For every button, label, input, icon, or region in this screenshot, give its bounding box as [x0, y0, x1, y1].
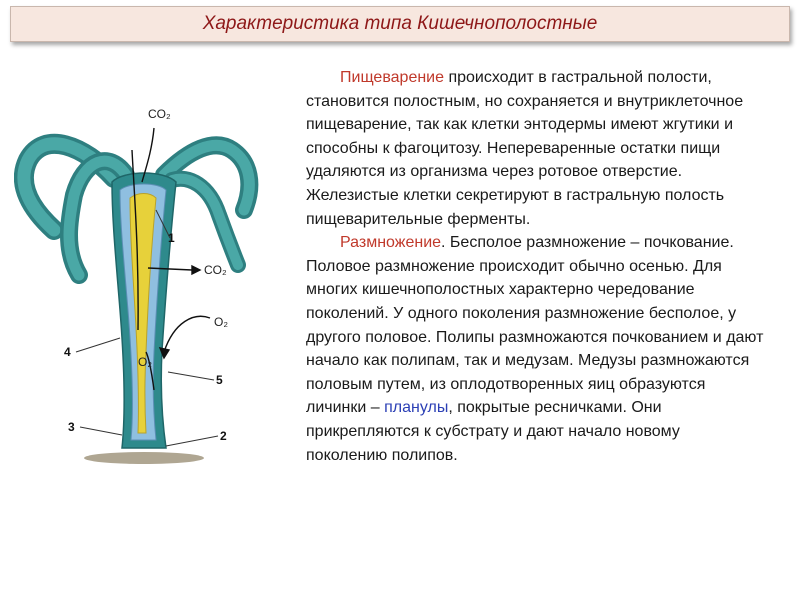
label-o2-inner: O₂: [138, 355, 152, 369]
hydra-diagram: [14, 90, 304, 480]
term-planula: планулы: [384, 399, 449, 417]
term-reproduction: Размножение: [340, 234, 442, 252]
paragraph-digestion: [306, 66, 764, 231]
digestion-text: происходит в гастральной полости, становится полостным, но сохраняется и внутриклеточное пищеварение, так как клетки энтодермы имеют жгутики и способны к фагоцитозу. Непереваренные остатки пищи удаляются из организма через ротовое отверстие. Железистые клетки секретируют в гастральную полость пищеварительные ферменты.: [306, 69, 744, 228]
label-num-5: 5: [216, 373, 223, 387]
label-num-3: 3: [68, 420, 75, 434]
paragraph-reproduction: [306, 231, 764, 467]
description-text: [306, 66, 764, 467]
title-banner: [10, 6, 790, 42]
label-num-4: 4: [64, 345, 71, 359]
label-num-2: 2: [220, 429, 227, 443]
label-num-1: 1: [168, 231, 175, 245]
substrate: [84, 452, 204, 464]
label-co2-top: CO₂: [148, 107, 171, 121]
label-co2-right: CO₂: [204, 263, 227, 277]
hydra-illustration: [14, 90, 304, 480]
reproduction-text-end: , покрытые ресничками. Они прикрепляются к субстрату и дают начало новому поколению полипов.: [306, 399, 680, 464]
page-title: Характеристика типа Кишечнополостные: [202, 13, 598, 34]
label-o2-right: O₂: [214, 315, 228, 329]
reproduction-text: . Бесполое размножение – почкование. Половое размножение происходит обычно осенью. Для многих кишечнополостных характерно чередование поколений. У одного поколения размножение бесполое, у другого половое. Полипы размножаются почкованием и дают начало как полипам, так и медузам. Медузы размножаются половым путем, из оплодотворенных яиц образуются личинки –: [306, 234, 764, 417]
term-digestion: Пищеварение: [340, 69, 445, 86]
